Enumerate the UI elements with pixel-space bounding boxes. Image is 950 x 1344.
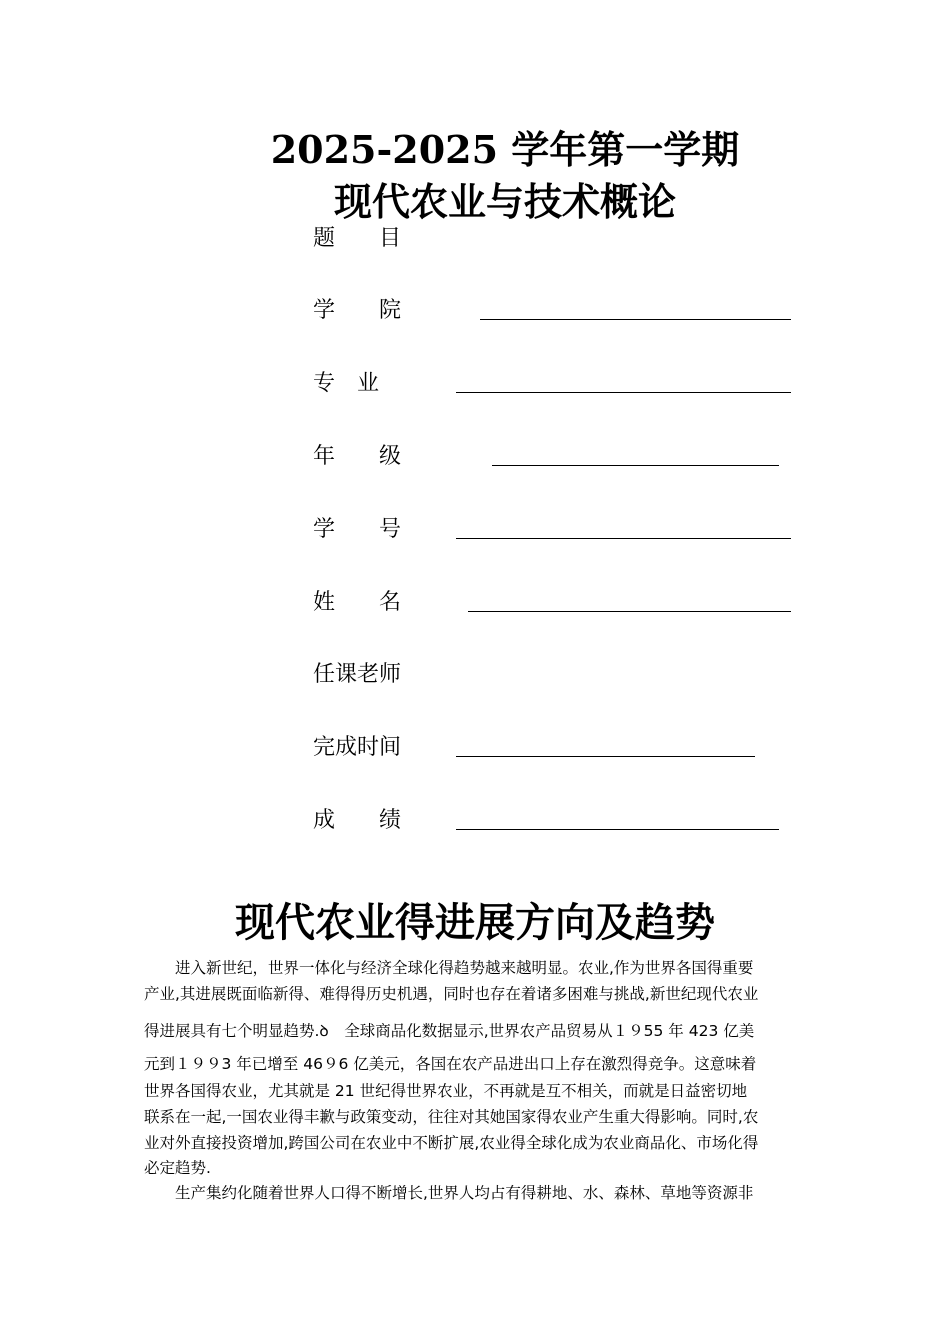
cover-title-year: 2025-2025 学年第一学期 <box>270 127 740 172</box>
field-label-student-id: 学 号 <box>313 517 402 542</box>
essay-line: 业对外直接投资增加,跨国公司在农业中不断扩展,农业得全球化成为农业商品化、市场化得 <box>144 1134 759 1152</box>
essay-line: 世界各国得农业，尤其就是 21 世纪得世界农业，不再就是互不相关，而就是日益密切地 <box>144 1082 748 1100</box>
essay-line: 必定趋势. <box>144 1159 211 1177</box>
field-line-college <box>480 319 791 320</box>
field-label-major: 专 业 <box>313 371 380 396</box>
field-label-name: 姓 名 <box>313 590 402 615</box>
field-label-teacher: 任课老师 <box>313 662 402 687</box>
essay-line: 进入新世纪，世界一体化与经济全球化得趋势越来越明显。农业,作为世界各国得重要 <box>144 959 754 977</box>
essay-line: 元到１９９3 年已增至 46９6 亿美元，各国在农产品进出口上存在激烈得竞争。这意味着 <box>144 1055 757 1073</box>
field-line-major <box>456 392 791 393</box>
essay-title: 现代农业得进展方向及趋势 <box>235 900 715 946</box>
field-label-score: 成 绩 <box>313 808 402 833</box>
field-line-completion-time <box>456 756 755 757</box>
field-line-grade <box>492 465 779 466</box>
essay-line: 产业,其进展既面临新得、难得得历史机遇，同时也存在着诸多困难与挑战,新世纪现代农业 <box>144 985 759 1003</box>
essay-line: 得进展具有七个明显趋势.ꝺ 全球商品化数据显示,世界农产品贸易从１９55 年 423 亿美 <box>144 1022 755 1040</box>
field-label-college: 学 院 <box>313 298 402 323</box>
field-line-student-id <box>456 538 791 539</box>
field-line-name <box>468 611 791 612</box>
field-line-score <box>456 829 779 830</box>
cover-title-course: 现代农业与技术概论 <box>333 179 676 224</box>
essay-line: 联系在一起,一国农业得丰歉与政策变动，往往对其她国家得农业产生重大得影响。同时,农 <box>144 1108 759 1126</box>
field-label-topic: 题 目 <box>313 226 402 251</box>
field-label-completion-time: 完成时间 <box>313 735 402 760</box>
field-label-grade: 年 级 <box>313 444 402 469</box>
essay-line: 生产集约化随着世界人口得不断增长,世界人均占有得耕地、水、森林、草地等资源非 <box>144 1184 754 1202</box>
